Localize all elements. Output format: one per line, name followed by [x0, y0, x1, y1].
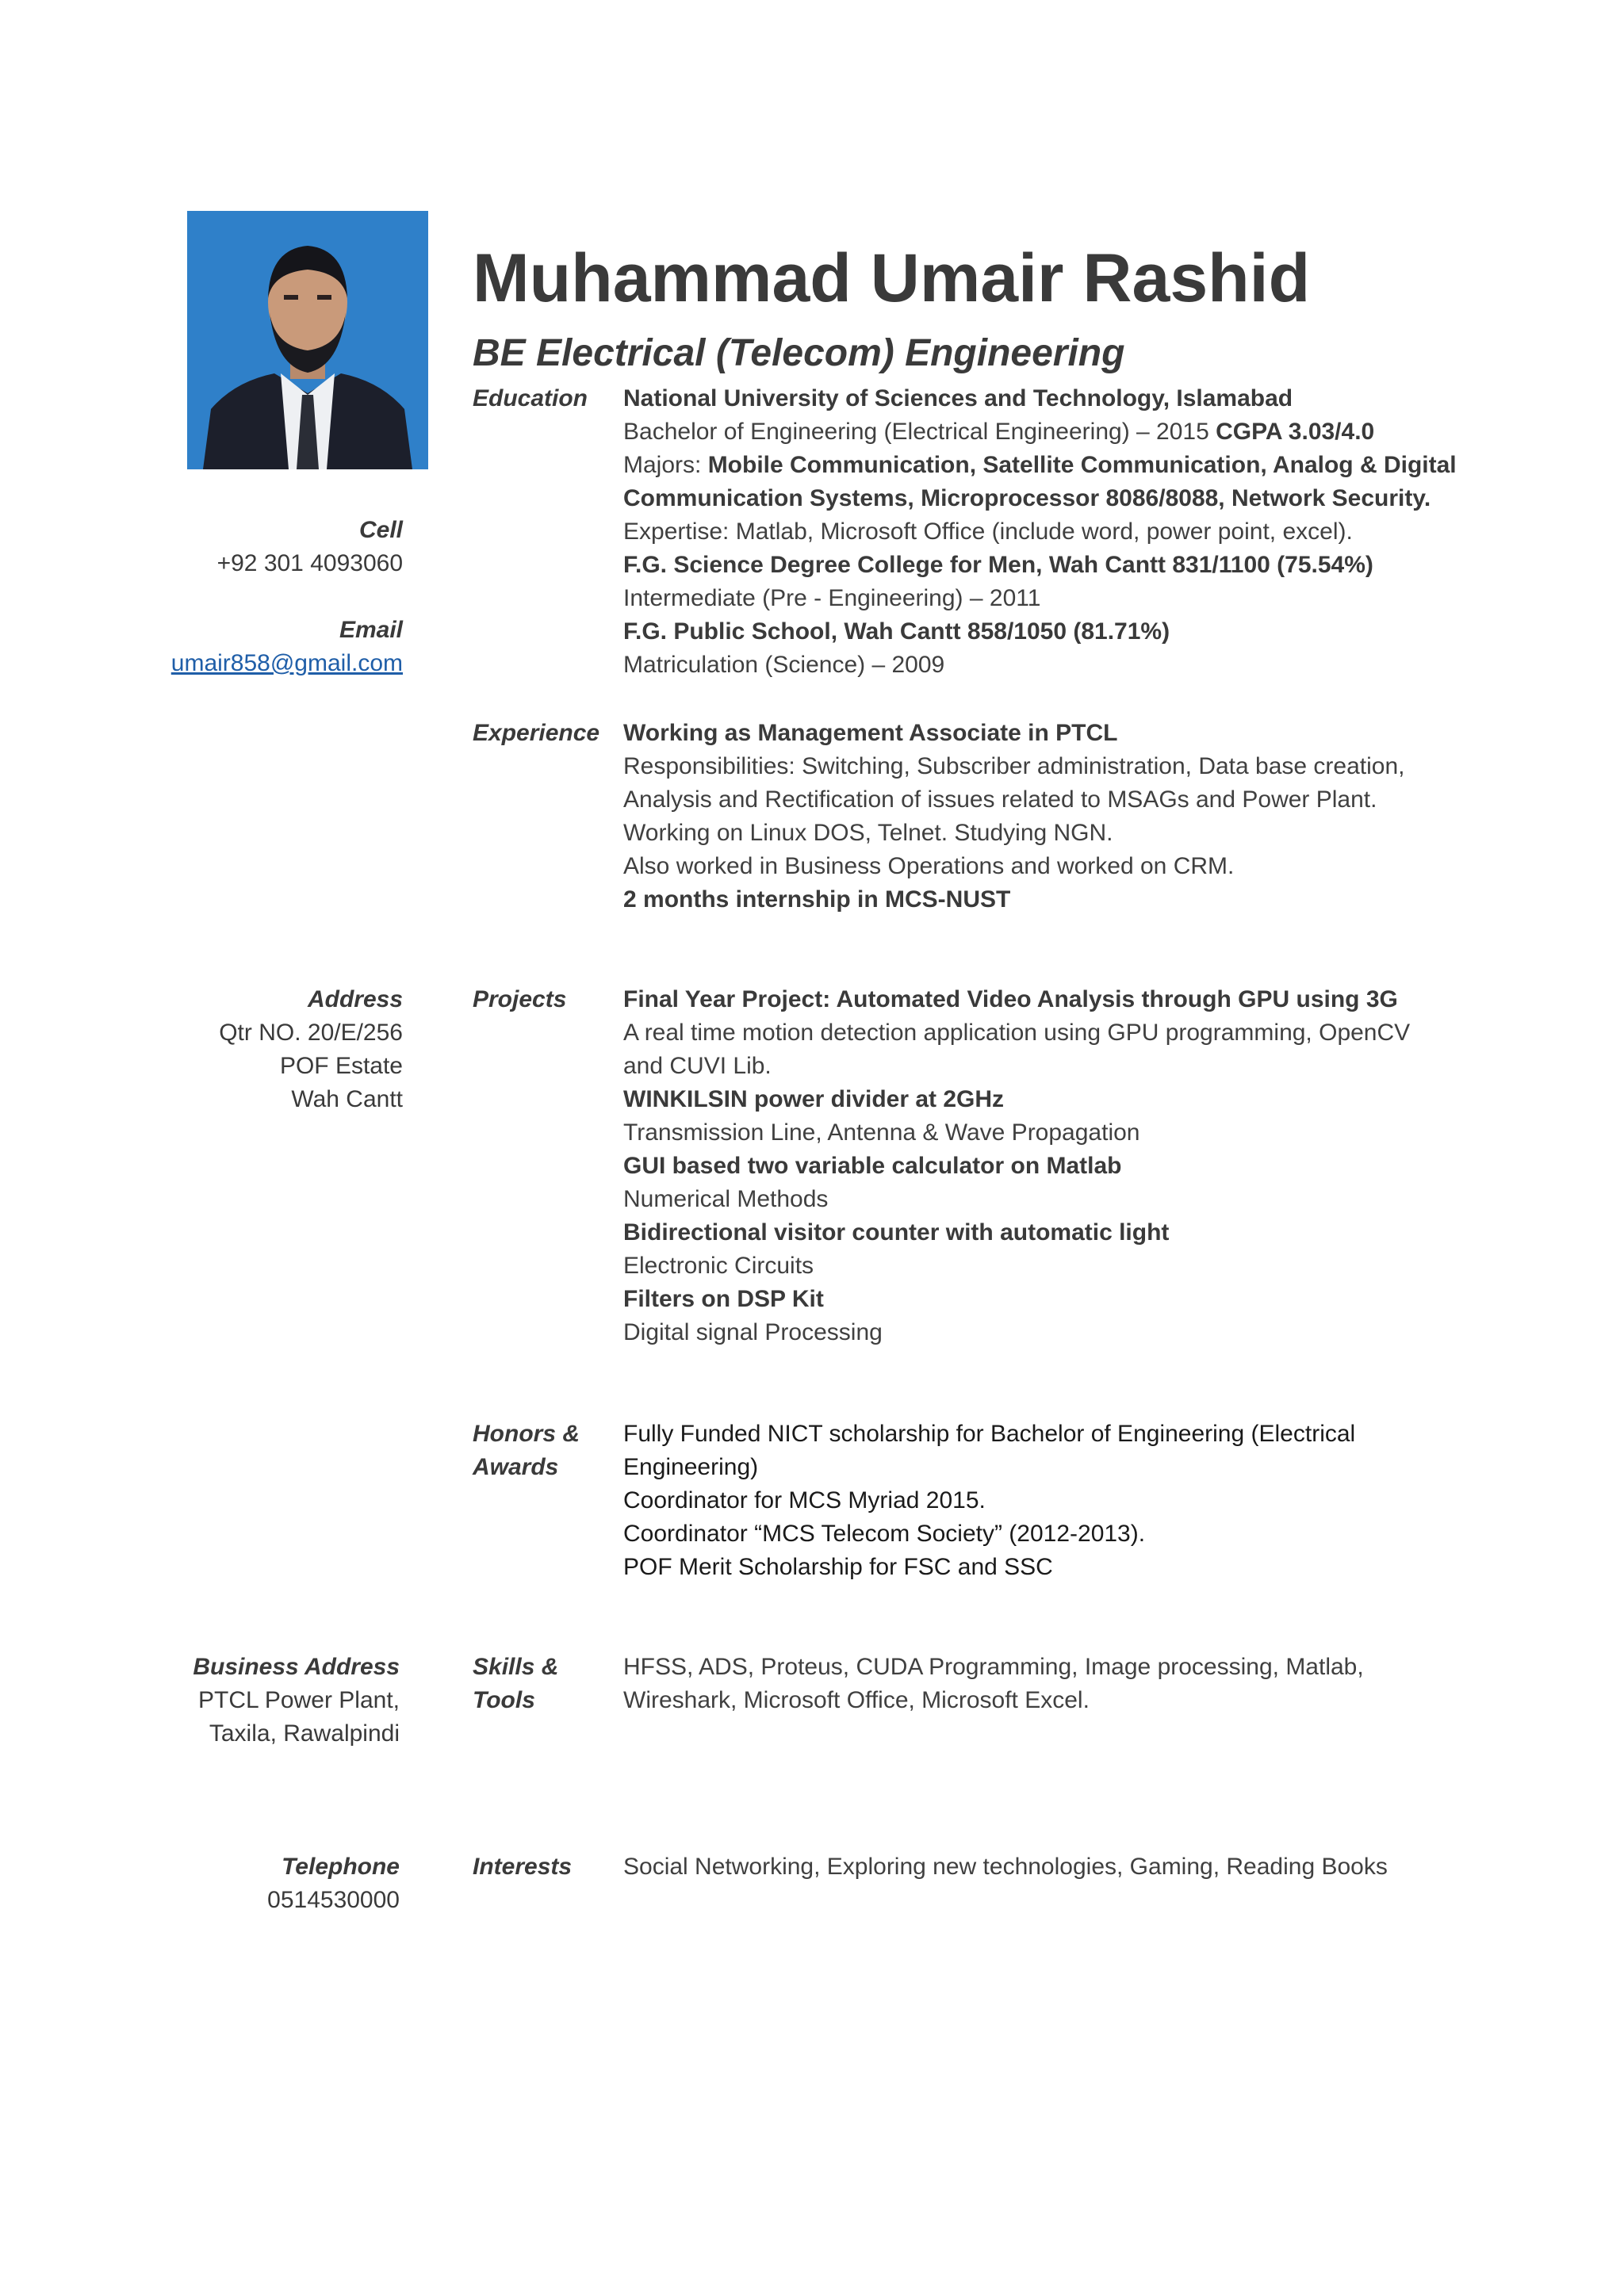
intermediate-line: Intermediate (Pre - Engineering) – 2011	[623, 585, 1041, 611]
skills-section	[623, 1651, 1511, 1717]
address-line: Wah Cantt	[291, 1086, 403, 1112]
contact-cell-email	[171, 514, 403, 680]
business-address-line: Taxila, Rawalpindi	[209, 1720, 400, 1747]
business-address-label: Business Address	[193, 1654, 400, 1680]
honors-label	[473, 1418, 580, 1484]
business-address-line: PTCL Power Plant,	[198, 1687, 400, 1713]
project-course: Transmission Line, Antenna & Wave Propagation	[623, 1119, 1140, 1146]
projects-label: Projects	[473, 986, 567, 1012]
degree-text: Bachelor of Engineering (Electrical Engineering) – 2015	[623, 419, 1216, 445]
project-title: Bidirectional visitor counter with automatic light	[623, 1219, 1170, 1246]
address-label: Address	[307, 986, 403, 1012]
university-name: National University of Sciences and Technology, Islamabad	[623, 385, 1293, 411]
majors-list-cont: Communication Systems, Microprocessor 8086/8088, Network Security.	[623, 485, 1431, 511]
honor-item: POF Merit Scholarship for FSC and SSC	[623, 1554, 1053, 1580]
project-desc: and CUVI Lib.	[623, 1053, 772, 1079]
address-line: Qtr NO. 20/E/256	[219, 1020, 403, 1046]
honors-section	[623, 1418, 1511, 1584]
responsibilities-line: Responsibilities: Switching, Subscriber administration, Data base creation,	[623, 753, 1405, 779]
matric-line: Matriculation (Science) – 2009	[623, 652, 945, 678]
cgpa: CGPA 3.03/4.0	[1216, 419, 1375, 445]
majors-prefix: Majors:	[623, 452, 708, 478]
expertise-line: Expertise: Matlab, Microsoft Office (include word, power point, excel).	[623, 519, 1353, 545]
project-course: Digital signal Processing	[623, 1319, 883, 1345]
candidate-name: Muhammad Umair Rashid	[473, 240, 1311, 316]
education-label: Education	[473, 385, 588, 411]
responsibilities-line: Analysis and Rectification of issues related to MSAGs and Power Plant.	[623, 786, 1377, 813]
experience-section	[623, 717, 1511, 916]
project-title: WINKILSIN power divider at 2GHz	[623, 1086, 1005, 1112]
honors-label-line: Awards	[473, 1454, 559, 1480]
cell-value: +92 301 4093060	[216, 550, 403, 576]
job-role: Working as Management Associate in PTCL	[623, 720, 1118, 746]
experience-line: Working on Linux DOS, Telnet. Studying NGN.	[623, 820, 1113, 846]
experience-line: Also worked in Business Operations and worked on CRM.	[623, 853, 1235, 879]
school-name: F.G. Public School, Wah Cantt 858/1050 (81.71%)	[623, 618, 1170, 645]
skills-line: HFSS, ADS, Proteus, CUDA Programming, Image processing, Matlab,	[623, 1654, 1364, 1680]
email-link[interactable]: umair858@gmail.com	[170, 650, 403, 676]
contact-telephone	[267, 1850, 400, 1917]
project-title: GUI based two variable calculator on Matlab	[623, 1153, 1122, 1179]
telephone-value: 0514530000	[267, 1887, 400, 1913]
projects-section	[623, 983, 1511, 1349]
majors-line	[623, 449, 1511, 482]
project-desc: A real time motion detection application using GPU programming, OpenCV	[623, 1020, 1411, 1046]
address-line: POF Estate	[279, 1053, 403, 1079]
experience-label: Experience	[473, 720, 600, 746]
cell-label: Cell	[358, 517, 403, 543]
telephone-label: Telephone	[282, 1854, 400, 1880]
project-course: Electronic Circuits	[623, 1253, 814, 1279]
candidate-title: BE Electrical (Telecom) Engineering	[473, 332, 1125, 374]
skills-label	[473, 1651, 558, 1717]
honor-item: Coordinator for MCS Myriad 2015.	[623, 1487, 986, 1513]
internship-line: 2 months internship in MCS-NUST	[623, 886, 1011, 913]
avatar	[187, 211, 428, 469]
honor-item: Fully Funded NICT scholarship for Bachelor of Engineering (Electrical	[623, 1421, 1356, 1447]
honor-item: Engineering)	[623, 1454, 759, 1480]
skills-label-line: Tools	[473, 1687, 535, 1713]
contact-business-address	[193, 1651, 400, 1751]
project-course: Numerical Methods	[623, 1186, 829, 1212]
interests-section	[623, 1850, 1511, 1884]
interests-text: Social Networking, Exploring new technologies, Gaming, Reading Books	[623, 1854, 1388, 1880]
profile-photo	[187, 211, 428, 469]
project-title: Filters on DSP Kit	[623, 1286, 824, 1312]
degree-line	[623, 415, 1511, 449]
email-label: Email	[339, 617, 403, 643]
skills-line: Wireshark, Microsoft Office, Microsoft Excel.	[623, 1687, 1090, 1713]
contact-address	[219, 983, 403, 1116]
honors-label-line: Honors &	[473, 1421, 580, 1447]
honor-item: Coordinator “MCS Telecom Society” (2012-2013).	[623, 1521, 1146, 1547]
majors-list: Mobile Communication, Satellite Communication, Analog & Digital	[707, 452, 1457, 478]
college-name: F.G. Science Degree College for Men, Wah Cantt 831/1100 (75.54%)	[623, 552, 1373, 578]
project-title: Final Year Project: Automated Video Analysis through GPU using 3G	[623, 986, 1398, 1012]
education-section	[623, 382, 1511, 682]
skills-label-line: Skills &	[473, 1654, 559, 1680]
interests-label: Interests	[473, 1854, 573, 1880]
